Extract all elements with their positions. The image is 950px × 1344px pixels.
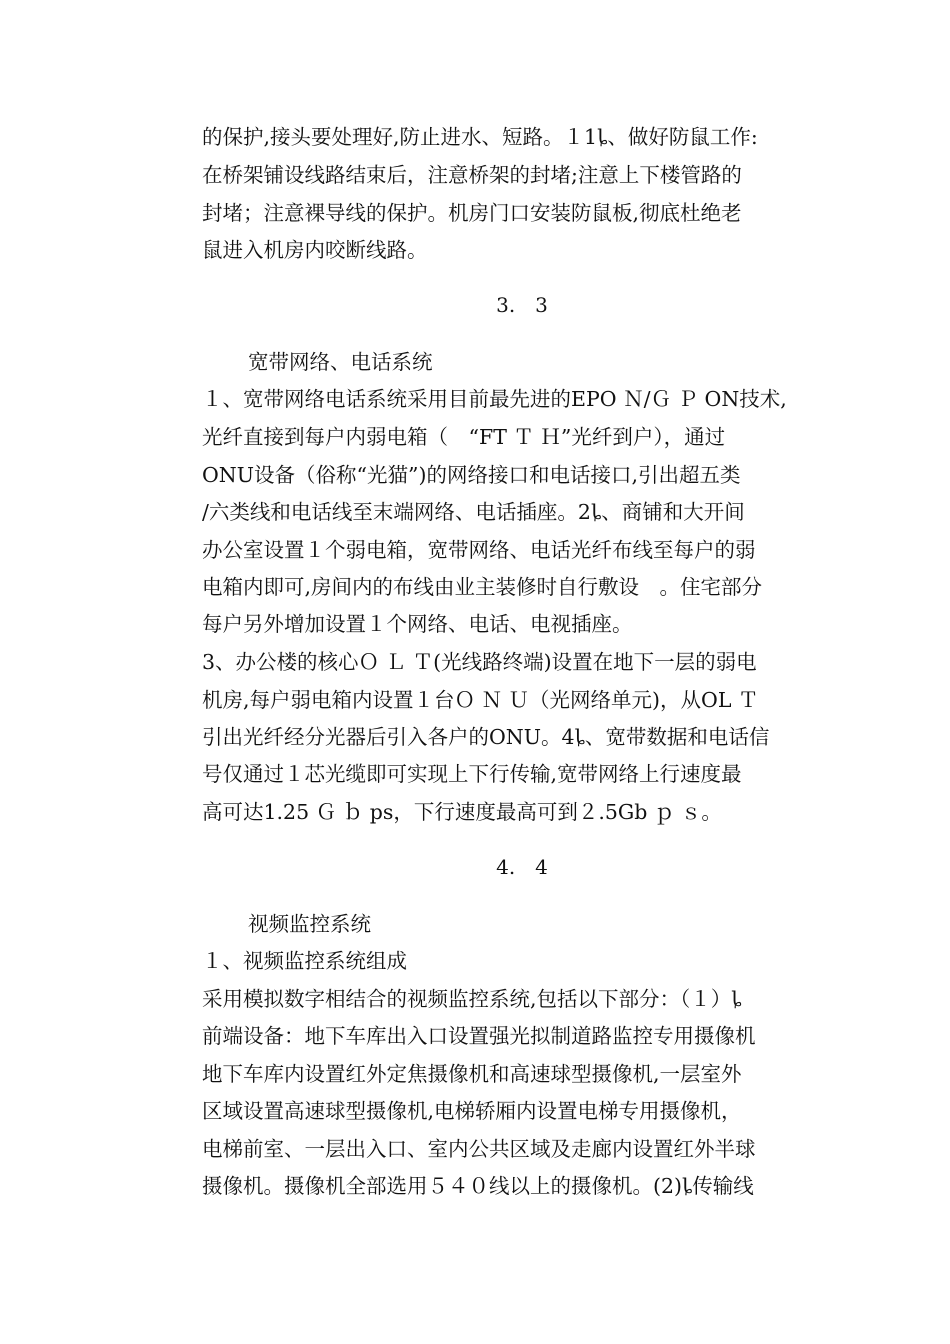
text-line: 每户另外增加设置１个网络、电话、电视插座。: [202, 612, 633, 636]
text-line: 摄像机。摄像机全部选用５４０线以上的摄像机。(2)ȴ传输线: [202, 1174, 754, 1198]
text-line: 采用模拟数字相结合的视频监控系统,包括以下部分：（１）ȴ: [202, 987, 742, 1011]
text-line: 鼠进入机房内咬断线路。: [202, 238, 428, 262]
text-line: ONU设备（俗称“光猫”)的网络接口和电话接口,引出超五类: [202, 463, 741, 487]
text-line: 电梯前室、一层出入口、室内公共区域及走廊内设置红外半球: [202, 1137, 756, 1161]
text-line: 高可达1.25 Ｇ ｂ ps，下行速度最高可到２.5Gb ｐ ｓ。: [202, 800, 722, 824]
text-line: /六类线和电话线至末端网络、电话插座。2ȴ、商铺和大开间: [202, 500, 745, 524]
text-line: 号仅通过１芯光缆即可实现上下行传输,宽带网络上行速度最: [202, 762, 742, 786]
text-line: 办公室设置１个弱电箱，宽带网络、电话光纤布线至每户的弱: [202, 538, 756, 562]
text-line: １、宽带网络电话系统采用目前最先进的EPO Ｎ/Ｇ Ｐ ON技术,: [202, 387, 787, 411]
text-line: 3、办公楼的核心Ｏ Ｌ Ｔ(光线路终端)设置在地下一层的弱电: [202, 650, 757, 674]
text-line: 区域设置高速球型摄像机,电梯轿厢内设置电梯专用摄像机，: [202, 1099, 742, 1123]
section-title: 视频监控系统: [248, 912, 371, 936]
section-title: 宽带网络、电话系统: [248, 350, 433, 374]
section-number: 4. 4: [496, 855, 548, 879]
text-line: 光纤直接到每户内弱电箱（ “FT Ｔ Ｈ”光纤到户），通过: [202, 425, 726, 449]
text-line: 前端设备：地下车库出入口设置强光拟制道路监控专用摄像机: [202, 1024, 756, 1048]
text-line: １、视频监控系统组成: [202, 949, 407, 973]
text-line: 封堵；注意裸导线的保护。机房门口安装防鼠板,彻底杜绝老: [202, 201, 742, 225]
text-line: 机房,每户弱电箱内设置１台Ｏ Ｎ Ｕ（光网络单元)，从OL Ｔ: [202, 688, 759, 712]
text-line: 的保护,接头要处理好,防止进水、短路。１1ȴ、做好防鼠工作:: [202, 125, 758, 149]
text-line: 引出光纤经分光器后引入各户的ONU。4ȴ、宽带数据和电话信: [202, 725, 770, 749]
text-line: 在桥架铺设线路结束后，注意桥架的封堵;注意上下楼管路的: [202, 163, 742, 187]
section-number: 3. 3: [496, 293, 548, 317]
text-line: 电箱内即可,房间内的布线由业主装修时自行敷设 。住宅部分: [202, 575, 763, 599]
text-line: 地下车库内设置红外定焦摄像机和高速球型摄像机,一层室外: [202, 1062, 742, 1086]
